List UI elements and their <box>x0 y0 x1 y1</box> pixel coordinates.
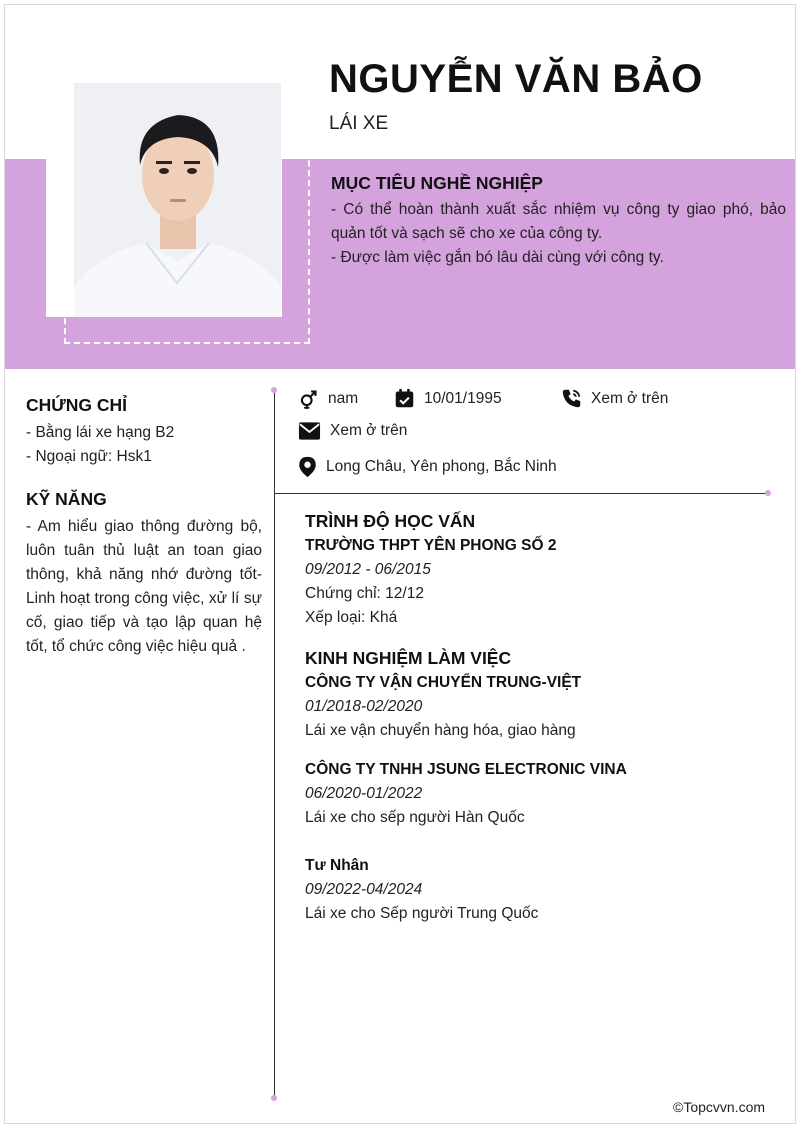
skills-section <box>26 489 262 659</box>
gender-icon <box>298 388 319 409</box>
phone-icon <box>561 388 582 409</box>
objective-line: - Được làm việc gắn bó lâu dài cùng với công ty. <box>331 249 664 266</box>
objective-title: MỤC TIÊU NGHỀ NGHIỆP <box>331 173 543 193</box>
divider-dot <box>765 490 771 496</box>
education-grade: Xếp loại: Khá <box>305 609 398 626</box>
divider-dot <box>271 1095 277 1101</box>
education-certificate: Chứng chỉ: 12/12 <box>305 585 424 602</box>
email-info <box>298 421 407 441</box>
education-period: 09/2012 - 06/2015 <box>305 561 431 578</box>
job-description: Lái xe cho sếp người Hàn Quốc <box>305 809 525 826</box>
experience-item <box>305 854 775 926</box>
certificate-item: - Ngoại ngữ: Hsk1 <box>26 448 152 465</box>
company-name: Tư Nhân <box>305 857 369 874</box>
profile-photo <box>74 83 281 317</box>
experience-item <box>305 671 775 743</box>
envelope-icon <box>298 421 321 441</box>
school-name: TRƯỜNG THPT YÊN PHONG SỐ 2 <box>305 537 557 554</box>
certificates-section <box>26 395 262 469</box>
education-title: TRÌNH ĐỘ HỌC VẤN <box>305 511 476 531</box>
company-name: CÔNG TY VẬN CHUYỂN TRUNG-VIỆT <box>305 674 582 691</box>
job-period: 01/2018-02/2020 <box>305 698 423 715</box>
birthday-value: 10/01/1995 <box>424 389 502 407</box>
skills-text: - Am hiểu giao thông đường bộ, luôn tuân thủ luật an toan giao thông, khả năng nhớ đường tốt- Linh hoạt trong công việc, xử lí sự cố, giao tiếp và tạo lập quan hệ tốt, tổ chức công việc hiệu quả . <box>26 518 262 655</box>
gender-info <box>298 388 358 409</box>
address-value: Long Châu, Yên phong, Bắc Ninh <box>326 458 557 475</box>
email-value: Xem ở trên <box>330 422 408 439</box>
phone-value: Xem ở trên <box>591 389 669 407</box>
candidate-name: NGUYỄN VĂN BẢO <box>329 57 703 101</box>
address-info <box>298 456 557 478</box>
experience-item <box>305 758 775 830</box>
job-description: Lái xe cho Sếp người Trung Quốc <box>305 905 539 922</box>
gender-value: nam <box>328 389 359 407</box>
birthday-info <box>394 388 502 409</box>
certificates-title: CHỨNG CHỈ <box>26 395 128 415</box>
company-name: CÔNG TY TNHH JSUNG ELECTRONIC VINA <box>305 761 627 778</box>
job-period: 09/2022-04/2024 <box>305 881 423 898</box>
location-pin-icon <box>298 456 317 478</box>
divider-dot <box>271 387 277 393</box>
experience-section <box>305 648 775 926</box>
objective-line: - Có thể hoàn thành xuất sắc nhiệm vụ công ty giao phó, bảo quản tốt và sạch sẽ cho xe của công ty. <box>331 201 786 242</box>
calendar-icon <box>394 388 415 409</box>
job-period: 06/2020-01/2022 <box>305 785 423 802</box>
education-section <box>305 511 775 630</box>
experience-title: KINH NGHIỆM LÀM VIỆC <box>305 648 512 668</box>
objective-section <box>331 173 786 270</box>
resume-page <box>4 4 796 1124</box>
certificate-item: - Bằng lái xe hạng B2 <box>26 424 175 441</box>
skills-title: KỸ NĂNG <box>26 489 107 509</box>
job-description: Lái xe vận chuyển hàng hóa, giao hàng <box>305 722 576 739</box>
column-divider <box>274 391 275 1099</box>
contact-divider <box>275 493 768 494</box>
footer-credit: ©Topcvvn.com <box>673 1099 766 1115</box>
phone-info <box>561 388 668 409</box>
job-title: LÁI XE <box>329 113 389 134</box>
